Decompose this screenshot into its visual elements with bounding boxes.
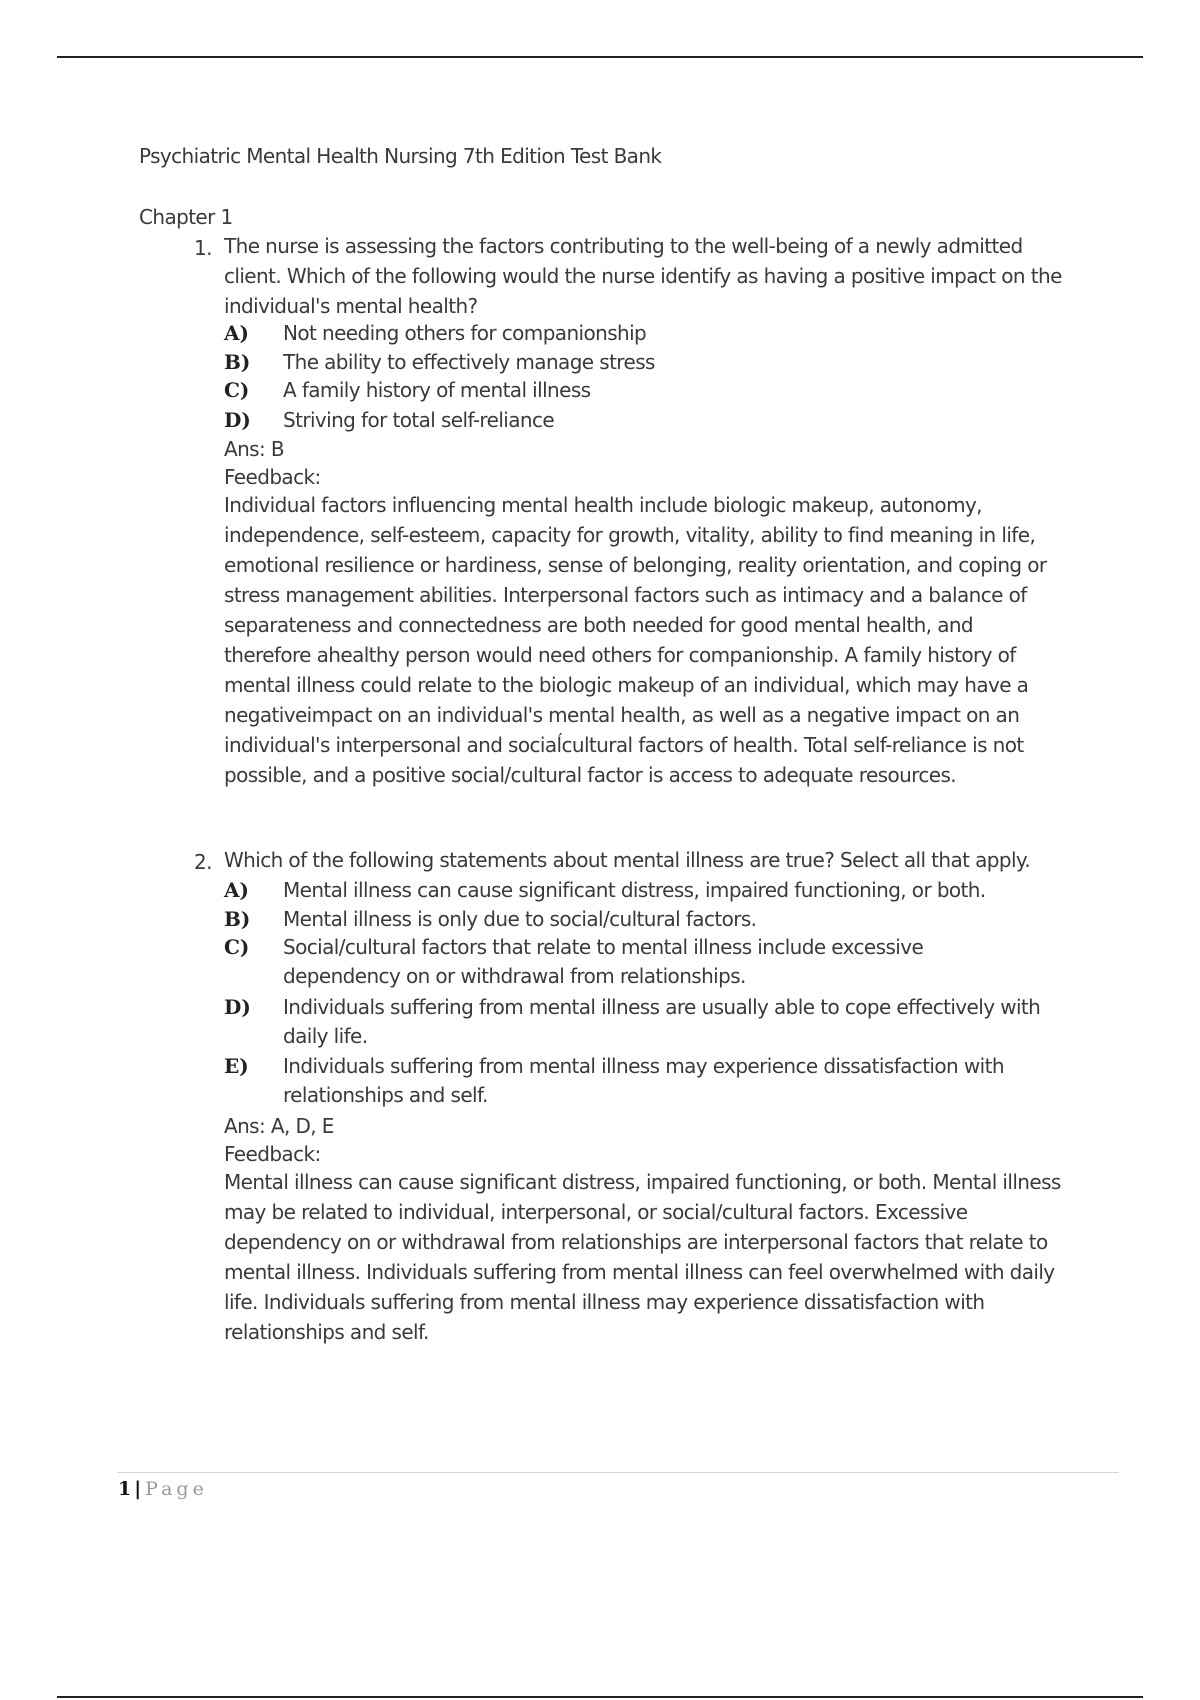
- option-letter: B): [224, 350, 251, 374]
- question-1-option-c: [224, 376, 1064, 405]
- option-letter: D): [224, 995, 251, 1019]
- option-letter: E): [224, 1054, 249, 1078]
- option-letter: B): [224, 907, 251, 931]
- option-text: Striving for total self-reliance: [283, 408, 555, 432]
- page-footer: [118, 1478, 208, 1500]
- question-2-text: Which of the following statements about mental illness are true? Select all that apply.: [224, 848, 1031, 872]
- option-text: Not needing others for companionship: [283, 321, 647, 345]
- question-2-option-d: [224, 993, 1064, 1051]
- question-1-number: 1.: [194, 236, 212, 260]
- question-1-option-d: [224, 406, 1064, 435]
- footer-rule: [117, 1472, 1119, 1473]
- option-letter: C): [224, 378, 250, 402]
- option-text: Mental illness can cause significant distress, impaired functioning, or both.: [283, 878, 986, 902]
- question-1-answer: Ans: B: [224, 437, 284, 461]
- page-top-rule: [57, 56, 1143, 58]
- question-2-answer: Ans: A, D, E: [224, 1114, 334, 1138]
- option-text: Individuals suffering from mental illness are usually able to cope effectively with daily life.: [283, 995, 1041, 1048]
- option-letter: C): [224, 935, 250, 959]
- option-text: The ability to effectively manage stress: [283, 350, 655, 374]
- page-label: Page: [145, 1478, 208, 1500]
- page-bottom-rule: [57, 1696, 1143, 1698]
- question-2-feedback: Mental illness can cause significant distress, impaired functioning, or both. Mental illness may be related to individual, interpersonal, or social/cultural factors. Excessive dependency on or withdrawal from relationships are interpersonal factors that relate to mental illness. Individuals suffering from mental illness can feel overwhelmed with daily life. Individuals suffering from mental illness may experience dissatisfaction with relationships and self.: [224, 1170, 1061, 1344]
- question-2-feedback-label: Feedback:: [224, 1142, 321, 1166]
- question-2-option-e: [224, 1052, 1064, 1110]
- question-2-option-b: [224, 905, 1064, 934]
- question-1-feedback-label: Feedback:: [224, 465, 321, 489]
- option-letter: A): [224, 878, 249, 902]
- option-text: Mental illness is only due to social/cultural factors.: [283, 907, 757, 931]
- option-text: Individuals suffering from mental illness may experience dissatisfaction with relationships and self.: [283, 1054, 1004, 1107]
- question-1-text: The nurse is assessing the factors contributing to the well-being of a newly admitted client. Which of the following would the nurse identify as having a positive impact on the individual's mental health?: [224, 234, 1062, 318]
- chapter-heading: Chapter 1: [139, 205, 233, 229]
- question-1-feedback: Individual factors influencing mental health include biologic makeup, autonomy, independence, self-esteem, capacity for growth, vitality, ability to find meaning in life, emotional resilience or hardiness, sense of belonging, reality orientation, and coping or stress management abilities. Interpersonal factors such as intimacy and a balance of separateness and connectedness are both needed for good mental health, and therefore ahealthy person would need others for companionship. A family history of mental illness could relate to the biologic makeup of an individual, which may have a negativeimpact on an individual's mental health, as well as a negative impact on an individual's interpersonal and sociaĺcultural factors of health. Total self-reliance is not possible, and a positive social/cultural factor is access to adequate resources.: [224, 493, 1047, 787]
- question-2-option-a: [224, 876, 1064, 905]
- option-letter: D): [224, 408, 251, 432]
- option-letter: A): [224, 321, 249, 345]
- page-separator: |: [134, 1478, 142, 1500]
- question-2-number: 2.: [194, 850, 212, 874]
- page-number: 1: [118, 1478, 132, 1500]
- question-1-option-b: [224, 348, 1064, 377]
- option-text: A family history of mental illness: [283, 378, 591, 402]
- question-1-option-a: [224, 319, 1064, 348]
- question-2-option-c: [224, 933, 1064, 991]
- option-text: Social/cultural factors that relate to mental illness include excessive dependency on or withdrawal from relationships.: [283, 935, 924, 988]
- document-title: Psychiatric Mental Health Nursing 7th Edition Test Bank: [139, 144, 662, 168]
